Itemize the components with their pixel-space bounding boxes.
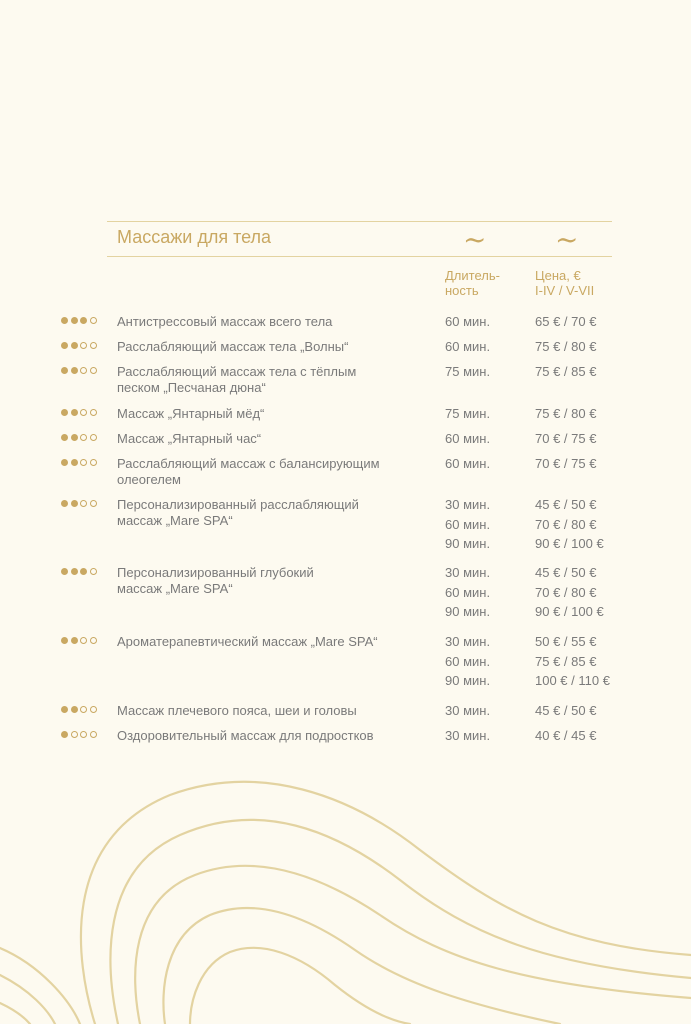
item-name (117, 431, 417, 447)
item-durations (445, 339, 490, 359)
item-prices (535, 364, 596, 384)
filled-dot-icon (71, 706, 78, 713)
column-header-price (535, 268, 594, 298)
item-name-line: Массаж „Янтарный час“ (117, 431, 262, 446)
item-prices (535, 339, 596, 359)
column-header-duration-line1: Длитель- (445, 268, 500, 283)
item-prices (535, 456, 596, 476)
filled-dot-icon (71, 459, 78, 466)
item-prices (535, 314, 596, 334)
empty-dot-icon (80, 459, 87, 466)
filled-dot-icon (61, 317, 68, 324)
filled-dot-icon (71, 342, 78, 349)
item-price: 70 € / 80 € (535, 516, 597, 532)
item-name (117, 634, 417, 650)
item-price: 45 € / 50 € (535, 497, 597, 512)
empty-dot-icon (90, 568, 97, 575)
item-name (117, 565, 417, 597)
item-duration: 90 мин. (445, 673, 491, 688)
item-name-line: Расслабляющий массаж тела „Волны“ (117, 339, 349, 354)
item-duration: 60 мин. (445, 431, 491, 446)
item-duration: 30 мин. (445, 728, 491, 743)
item-price: 75 € / 85 € (535, 364, 597, 379)
item-price: 100 € / 110 € (535, 673, 610, 688)
item-price: 75 € / 80 € (535, 406, 597, 421)
empty-dot-icon (80, 731, 87, 738)
item-duration: 90 мин. (445, 604, 491, 619)
item-durations (445, 456, 490, 476)
item-price: 70 € / 75 € (535, 456, 597, 471)
tilde-duration: ~ (463, 223, 487, 256)
item-prices (535, 406, 596, 426)
item-name-line: Ароматерапевтический массаж „Mare SPA“ (117, 634, 378, 649)
item-name (117, 456, 417, 488)
item-duration: 30 мин. (445, 703, 491, 718)
item-duration: 75 мин. (445, 406, 491, 421)
item-name-line: Расслабляющий массаж тела с тёплым (117, 364, 357, 379)
intensity-rating (61, 317, 97, 324)
item-price: 70 € / 75 € (535, 431, 597, 446)
item-name-line: Оздоровительный массаж для подростков (117, 728, 374, 743)
item-name-line: Расслабляющий массаж с балансирующим (117, 456, 380, 471)
intensity-rating (61, 434, 97, 441)
item-name (117, 703, 417, 719)
filled-dot-icon (61, 568, 68, 575)
item-price: 90 € / 100 € (535, 536, 604, 551)
filled-dot-icon (61, 367, 68, 374)
empty-dot-icon (80, 500, 87, 507)
item-name (117, 314, 417, 330)
item-price: 40 € / 45 € (535, 728, 597, 743)
empty-dot-icon (80, 409, 87, 416)
intensity-rating (61, 367, 97, 374)
empty-dot-icon (90, 459, 97, 466)
item-name (117, 364, 417, 396)
empty-dot-icon (90, 706, 97, 713)
item-duration: 60 мин. (445, 314, 491, 329)
item-price: 65 € / 70 € (535, 314, 597, 329)
filled-dot-icon (71, 434, 78, 441)
filled-dot-icon (61, 342, 68, 349)
empty-dot-icon (80, 367, 87, 374)
item-prices (535, 497, 604, 556)
item-duration: 60 мин. (445, 653, 491, 669)
filled-dot-icon (80, 317, 87, 324)
intensity-rating (61, 409, 97, 416)
item-name (117, 406, 417, 422)
item-name-line: песком „Песчаная дюна“ (117, 380, 266, 395)
item-price: 50 € / 55 € (535, 634, 597, 649)
item-durations (445, 431, 490, 451)
item-name (117, 339, 417, 355)
empty-dot-icon (90, 367, 97, 374)
column-header-duration-line2: ность (445, 283, 479, 298)
intensity-rating (61, 568, 97, 575)
empty-dot-icon (90, 317, 97, 324)
item-price: 45 € / 50 € (535, 703, 597, 718)
item-name-line: массаж „Mare SPA“ (117, 581, 233, 596)
filled-dot-icon (71, 317, 78, 324)
empty-dot-icon (80, 706, 87, 713)
filled-dot-icon (61, 500, 68, 507)
column-header-duration (445, 268, 500, 298)
item-duration: 75 мин. (445, 364, 491, 379)
intensity-rating (61, 500, 97, 507)
item-name-line: массаж „Mare SPA“ (117, 513, 233, 528)
item-name-line: Персонализированный глубокий (117, 565, 314, 580)
item-prices (535, 565, 604, 624)
item-price: 75 € / 85 € (535, 653, 597, 669)
item-price: 70 € / 80 € (535, 584, 597, 600)
header-divider (107, 256, 612, 257)
empty-dot-icon (71, 731, 78, 738)
filled-dot-icon (71, 568, 78, 575)
item-price: 90 € / 100 € (535, 604, 604, 619)
item-name-line: олеогелем (117, 472, 181, 487)
item-prices (535, 703, 596, 723)
column-header-price-line1: Цена, € (535, 268, 581, 283)
item-price: 75 € / 80 € (535, 339, 597, 354)
empty-dot-icon (80, 434, 87, 441)
filled-dot-icon (61, 409, 68, 416)
item-durations (445, 406, 490, 426)
item-prices (535, 431, 596, 451)
item-duration: 30 мин. (445, 565, 491, 580)
intensity-rating (61, 459, 97, 466)
decorative-waves (0, 740, 691, 1024)
empty-dot-icon (80, 342, 87, 349)
item-durations (445, 314, 490, 334)
empty-dot-icon (90, 731, 97, 738)
item-durations (445, 634, 490, 693)
empty-dot-icon (90, 500, 97, 507)
filled-dot-icon (61, 434, 68, 441)
empty-dot-icon (90, 434, 97, 441)
item-prices (535, 634, 610, 693)
filled-dot-icon (61, 706, 68, 713)
filled-dot-icon (61, 459, 68, 466)
item-duration: 60 мин. (445, 516, 491, 532)
filled-dot-icon (61, 637, 68, 644)
item-duration: 90 мин. (445, 536, 491, 551)
item-durations (445, 364, 490, 384)
item-name-line: Персонализированный расслабляющий (117, 497, 359, 512)
item-price: 45 € / 50 € (535, 565, 597, 580)
empty-dot-icon (90, 409, 97, 416)
item-name (117, 497, 417, 529)
intensity-rating (61, 637, 97, 644)
filled-dot-icon (71, 409, 78, 416)
filled-dot-icon (71, 367, 78, 374)
item-duration: 60 мин. (445, 456, 491, 471)
empty-dot-icon (90, 637, 97, 644)
intensity-rating (61, 342, 97, 349)
column-header-price-line2: I-IV / V-VII (535, 283, 595, 298)
empty-dot-icon (80, 637, 87, 644)
tilde-price: ~ (555, 223, 579, 256)
intensity-rating (61, 731, 97, 738)
intensity-rating (61, 706, 97, 713)
item-duration: 30 мин. (445, 634, 491, 649)
item-name-line: Массаж „Янтарный мёд“ (117, 406, 265, 421)
item-duration: 60 мин. (445, 339, 491, 354)
item-durations (445, 497, 490, 556)
filled-dot-icon (71, 637, 78, 644)
filled-dot-icon (71, 500, 78, 507)
item-duration: 60 мин. (445, 584, 491, 600)
filled-dot-icon (61, 731, 68, 738)
section-title: Массажи для тела (117, 227, 272, 247)
item-name-line: Антистрессовый массаж всего тела (117, 314, 333, 329)
top-divider (107, 221, 612, 222)
item-duration: 30 мин. (445, 497, 491, 512)
item-durations (445, 703, 490, 723)
empty-dot-icon (90, 342, 97, 349)
item-name-line: Массаж плечевого пояса, шеи и головы (117, 703, 357, 718)
filled-dot-icon (80, 568, 87, 575)
item-durations (445, 565, 490, 624)
